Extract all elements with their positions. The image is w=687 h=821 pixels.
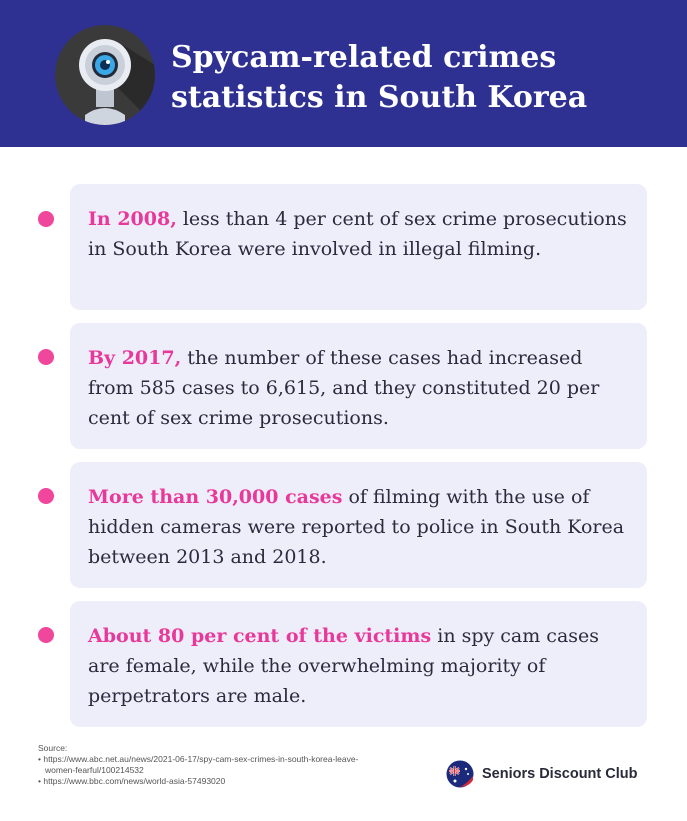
- bullet-dot: [38, 627, 54, 643]
- fact-card: [70, 184, 647, 310]
- source-list: [38, 743, 378, 787]
- fact-body: the number of these cases had increased from 585 cases to 6,615, and they constituted 20 per cent of sex crime prosecutions.: [88, 347, 600, 429]
- source-label: Source:: [38, 743, 68, 753]
- fact-highlight: By 2017,: [88, 347, 182, 369]
- bullet-dot: [38, 488, 54, 504]
- webcam-icon: [55, 25, 155, 125]
- fact-body: in spy cam cases are female, while the overwhelming majority of perpetrators are male.: [88, 625, 600, 707]
- fact-text: [88, 621, 633, 711]
- fact-text: [88, 204, 633, 264]
- fact-highlight: About 80 per cent of the victims: [88, 625, 432, 647]
- bullet-dot: [38, 349, 54, 365]
- bullet-dot: [38, 211, 54, 227]
- title-line-1: Spycam-related crimes: [171, 40, 557, 75]
- fact-text: [88, 482, 633, 572]
- page-title: [171, 38, 671, 118]
- source-link[interactable]: • https://www.abc.net.au/news/2021-06-17/spy-cam-sex-crimes-in-south-korea-leave-women-fearful/100214532: [38, 754, 359, 775]
- fact-card: [70, 601, 647, 727]
- brand: [446, 760, 638, 788]
- fact-highlight: More than 30,000 cases: [88, 486, 343, 508]
- fact-body: less than 4 per cent of sex crime prosecutions in South Korea were involved in illegal filming.: [88, 208, 627, 260]
- title-line-2: statistics in South Korea: [171, 80, 588, 115]
- fact-card: [70, 323, 647, 449]
- source-link[interactable]: • https://www.bbc.com/news/world-asia-57493020: [38, 776, 226, 786]
- fact-text: [88, 343, 633, 433]
- fact-body: of filming with the use of hidden cameras were reported to police in South Korea between 2013 and 2018.: [88, 486, 625, 568]
- fact-highlight: In 2008,: [88, 208, 177, 230]
- header-banner: [0, 0, 687, 147]
- brand-name: Seniors Discount Club: [482, 766, 638, 782]
- fact-card: [70, 462, 647, 588]
- australia-flag-logo-icon: [446, 760, 474, 788]
